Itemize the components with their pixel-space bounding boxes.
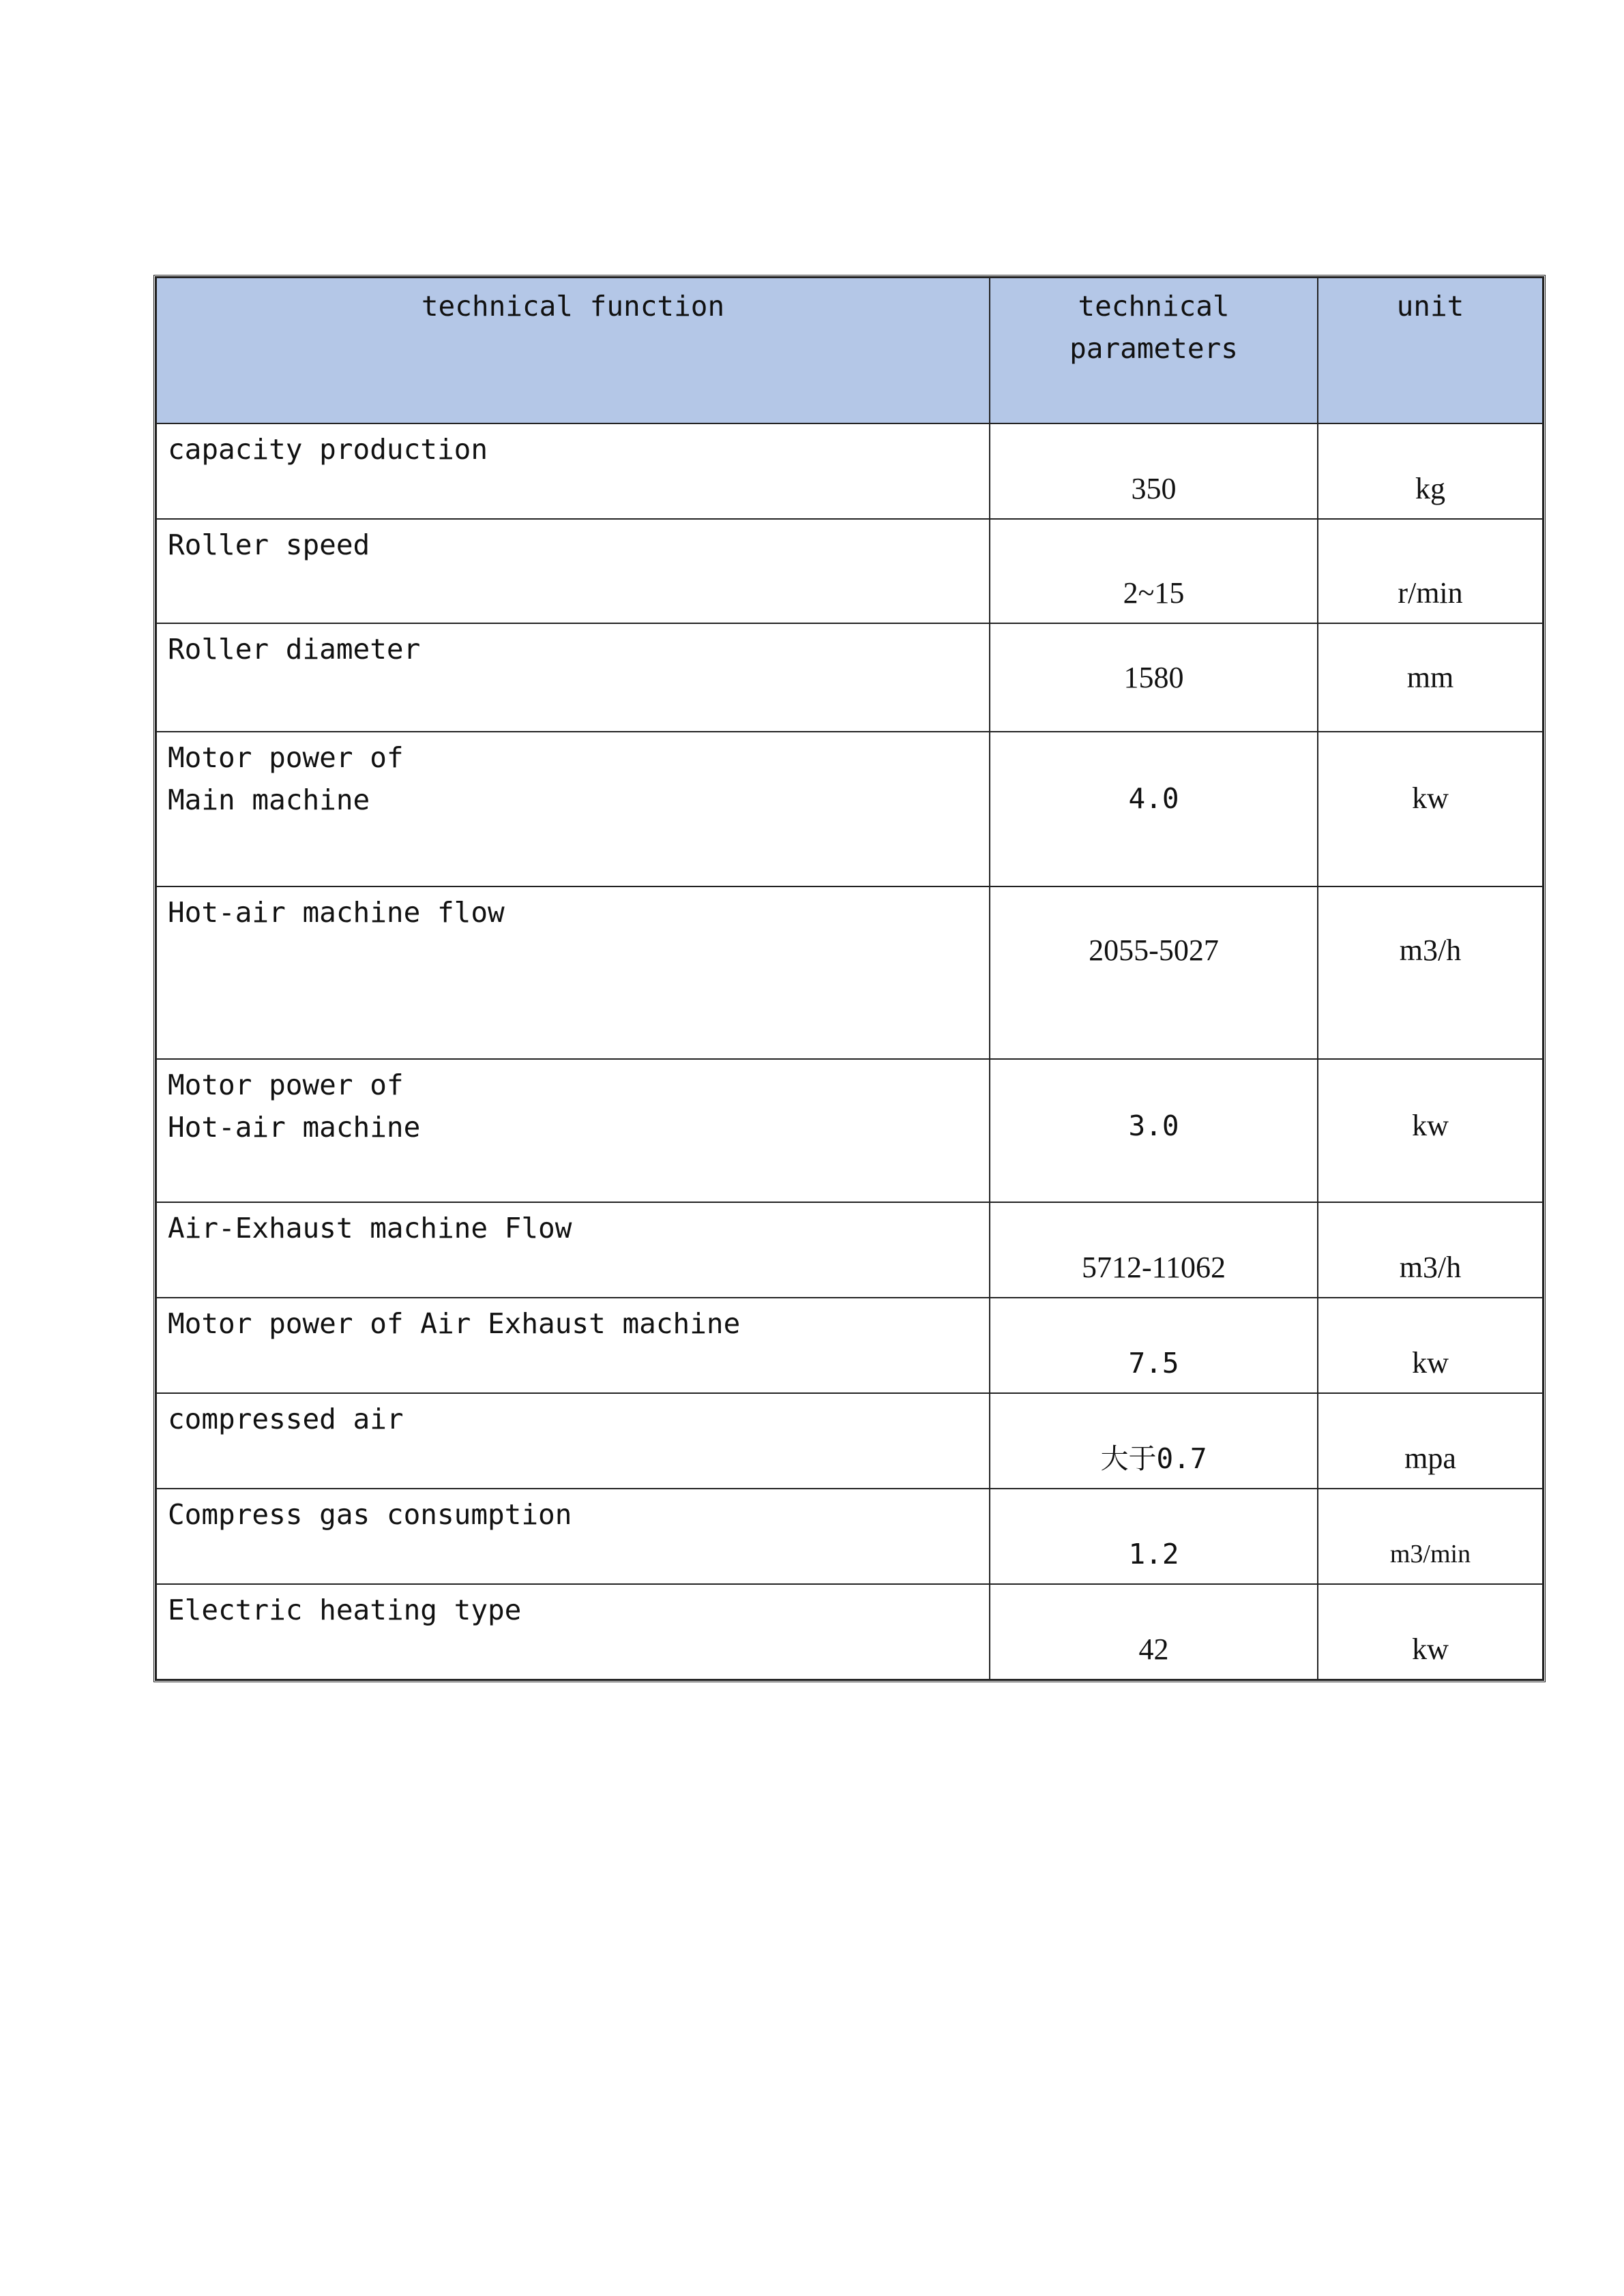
table-row [156,732,1543,886]
row-function: Compress gas consumption [156,1489,990,1584]
row-unit: mm [1318,623,1543,732]
row-parameter: 1580 [990,623,1318,732]
table-row [156,623,1543,732]
table-row [156,423,1543,519]
table-row [156,1489,1543,1584]
header-unit: unit [1318,278,1543,423]
row-parameter: 2055-5027 [990,886,1318,1059]
spec-table [156,277,1544,1680]
table-row [156,1393,1543,1489]
row-parameter: 2~15 [990,519,1318,623]
row-unit: m3/h [1318,1202,1543,1298]
table-row [156,519,1543,623]
row-function: Roller diameter [156,623,990,732]
row-parameter: 42 [990,1584,1318,1680]
table-row [156,1298,1543,1393]
row-function: Electric heating type [156,1584,990,1680]
table-row [156,1584,1543,1680]
header-row [156,278,1543,423]
row-parameter: 4.0 [990,732,1318,886]
row-function: Hot-air machine flow [156,886,990,1059]
row-parameter: 3.0 [990,1059,1318,1202]
row-function: compressed air [156,1393,990,1489]
table-row [156,1202,1543,1298]
row-function: Roller speed [156,519,990,623]
row-unit: kw [1318,1059,1543,1202]
row-unit: kw [1318,1298,1543,1393]
row-parameter: 350 [990,423,1318,519]
row-parameter: 大于0.7 [990,1393,1318,1489]
row-unit: kw [1318,1584,1543,1680]
row-parameter: 5712-11062 [990,1202,1318,1298]
row-unit: m3/h [1318,886,1543,1059]
row-unit: kw [1318,732,1543,886]
row-function: capacity production [156,423,990,519]
row-unit: mpa [1318,1393,1543,1489]
table-row [156,886,1543,1059]
row-function: Motor power of Air Exhaust machine [156,1298,990,1393]
header-technical-parameters: technical parameters [990,278,1318,423]
row-function: Air-Exhaust machine Flow [156,1202,990,1298]
row-unit: m3/min [1318,1489,1543,1584]
row-function: Motor power of Main machine [156,732,990,886]
row-unit: kg [1318,423,1543,519]
row-function: Motor power of Hot-air machine [156,1059,990,1202]
table-row [156,1059,1543,1202]
row-parameter: 1.2 [990,1489,1318,1584]
spec-table-frame [153,275,1546,1682]
header-technical-function: technical function [156,278,990,423]
row-parameter: 7.5 [990,1298,1318,1393]
row-unit: r/min [1318,519,1543,623]
